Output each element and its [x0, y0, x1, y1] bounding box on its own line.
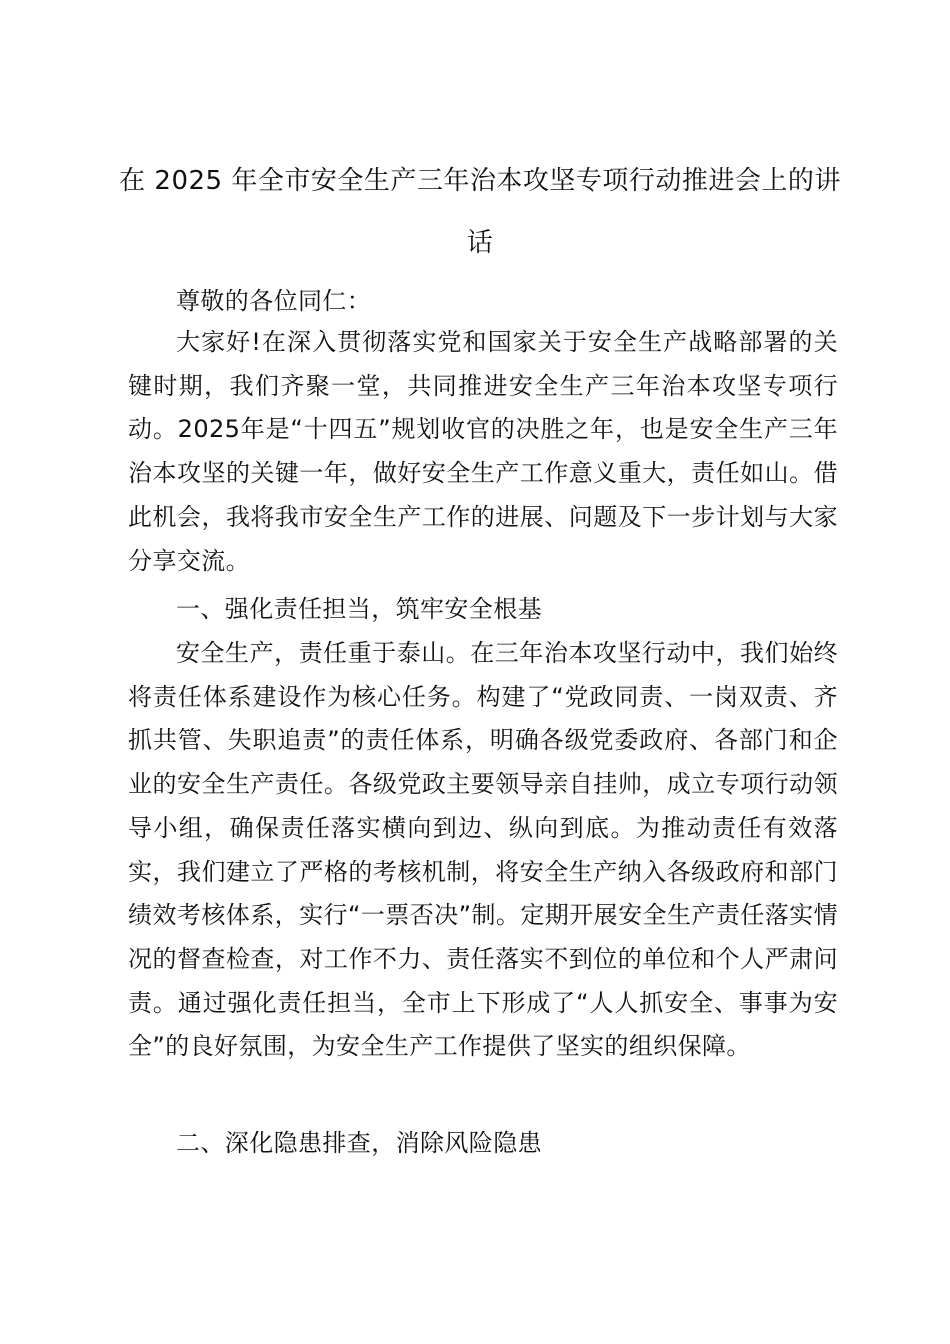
section-heading-2: 二、深化隐患排查，消除风险隐患: [176, 1129, 542, 1157]
section-body-1: 安全生产，责任重于泰山。在三年治本攻坚行动中，我们始终将责任体系建设作为核心任务。构建了“党政同责、一岗双责、齐抓共管、失职追责”的责任体系，明确各级党委政府、各部门和企业的安全生产责任。各级党政主要领导亲自挂帅，成立专项行动领导小组，确保责任落实横向到边、纵向到底。为推动责任有效落实，我们建立了严格的考核机制，将安全生产纳入各级政府和部门绩效考核体系，实行“一票否决”制。定期开展安全生产责任落实情况的督查检查，对工作不力、责任落实不到位的单位和个人严肃问责。通过强化责任担当，全市上下形成了“人人抓安全、事事为安全”的良好氛围，为安全生产工作提供了坚实的组织保障。: [128, 639, 838, 1061]
salutation: 尊敬的各位同仁：: [176, 287, 372, 315]
document-title: 在 2025 年全市安全生产三年治本攻坚专项行动推进会上的讲话: [119, 166, 841, 258]
section-heading-1: 一、强化责任担当，筑牢安全根基: [176, 595, 542, 623]
intro-paragraph: 大家好!在深入贯彻落实党和国家关于安全生产战略部署的关键时期，我们齐聚一堂，共同推进安全生产三年治本攻坚专项行动。2025年是“十四五”规划收官的决胜之年，也是安全生产三年治本攻坚的关键一年，做好安全生产工作意义重大，责任如山。借此机会，我将我市安全生产工作的进展、问题及下一步计划与大家分享交流。: [128, 328, 838, 575]
